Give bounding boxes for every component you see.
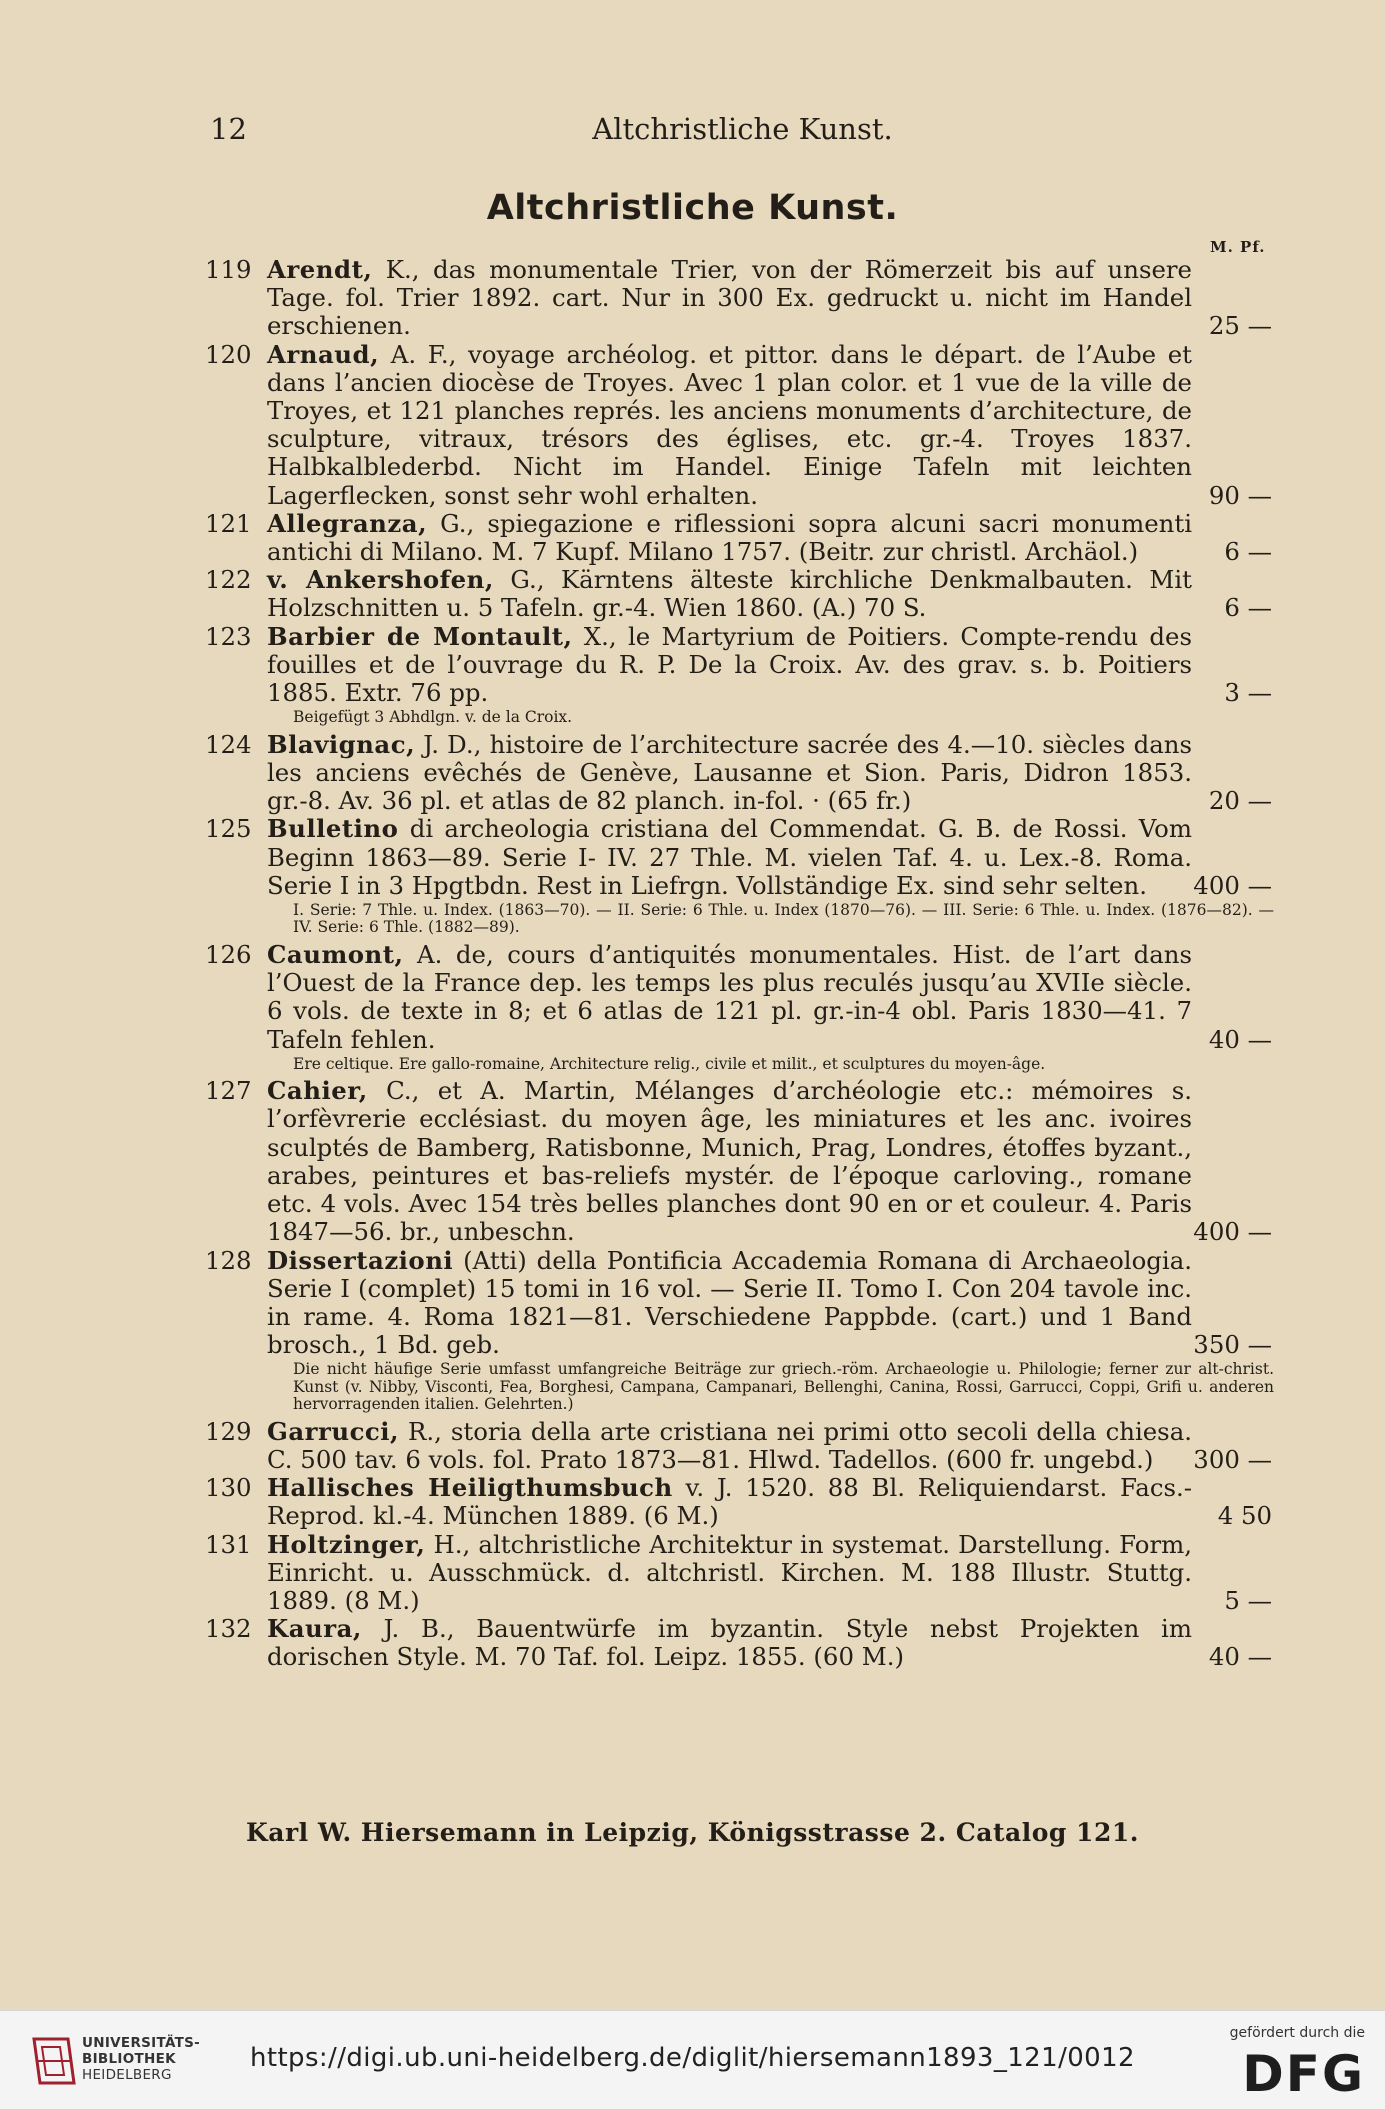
catalog-entry xyxy=(205,1418,1280,1474)
entry-number: 129 xyxy=(205,1416,252,1446)
entry-price: 40 — xyxy=(1208,1642,1272,1672)
entry-author: Cahier, xyxy=(267,1076,368,1106)
entry-price: 4 50 xyxy=(1217,1501,1272,1531)
catalog-entry xyxy=(205,566,1280,622)
page-number: 12 xyxy=(210,112,247,146)
entry-author: Arnaud, xyxy=(267,339,380,369)
entry-number: 131 xyxy=(205,1529,252,1559)
entry-price: 3 — xyxy=(1224,678,1272,708)
funded-by-label: gefördert durch die xyxy=(1229,2025,1365,2041)
entry-price: 350 — xyxy=(1193,1330,1272,1360)
entry-number: 125 xyxy=(205,814,252,844)
entry-note: Beigefügt 3 Abhdlgn. v. de la Croix. xyxy=(293,708,573,727)
entry-number: 128 xyxy=(205,1245,252,1275)
catalog-entry xyxy=(205,1531,1280,1616)
entry-number: 132 xyxy=(205,1614,252,1644)
entry-number: 124 xyxy=(205,729,252,759)
entry-description: X., le Martyrium de Poitiers. Compte-rendu des fouilles et de l’ouvrage du R. P. De la Croix. Av. des grav. s. b. Poitiers 1885. Extr. 76 pp. xyxy=(267,621,1192,708)
entry-price: 6 — xyxy=(1224,593,1272,623)
entry-author: Barbier de Montault, xyxy=(267,621,573,651)
dfg-logo: DFG xyxy=(1242,2045,1365,2103)
entry-price: 6 — xyxy=(1224,537,1272,567)
entry-number: 121 xyxy=(205,508,252,538)
entry-description: di archeologia cristiana del Commendat. G. B. de Rossi. Vom Beginn 1863—89. Serie I- IV. 27 Thle. M. vielen Taf. 4. u. Lex.-8. Roma. Serie I in 3 Hpgtbdn. Rest in Liefrgn. Vollständige Ex. sind sehr selten. xyxy=(267,814,1192,900)
entry-author: Caumont, xyxy=(267,939,404,969)
institution-name: UNIVERSITÄTS- BIBLIOTHEK HEIDELBERG xyxy=(82,2035,201,2083)
catalog-entry xyxy=(205,815,1280,900)
entry-number: 122 xyxy=(205,565,252,595)
catalog-entry xyxy=(205,510,1280,566)
entry-description: v. J. 1520. 88 Bl. Reliquiendarst. Facs.-Reprod. kl.-4. München 1889. (6 M.) xyxy=(267,1473,1193,1531)
entry-price: 400 — xyxy=(1193,870,1272,900)
entry-author: Blavignac, xyxy=(267,729,416,759)
entry-price: 300 — xyxy=(1193,1445,1272,1475)
entry-description: K., das monumentale Trier, von der Römerzeit bis auf unsere Tage. fol. Trier 1892. cart. Nur in 300 Ex. gedruckt u. nicht im Handel erschienen. xyxy=(267,255,1192,341)
entry-number: 119 xyxy=(205,255,252,284)
entry-number: 130 xyxy=(205,1473,252,1503)
entry-author: Bulletino xyxy=(267,814,399,844)
permalink-url[interactable]: https://digi.ub.uni-heidelberg.de/diglit/hiersemann1893_121/0012 xyxy=(249,2043,1135,2073)
catalog-entry xyxy=(205,941,1280,1054)
entry-price: 400 — xyxy=(1193,1217,1272,1247)
catalog-entry xyxy=(205,1077,1280,1246)
catalog-entry xyxy=(205,1615,1280,1671)
running-title: Altchristliche Kunst. xyxy=(592,112,893,146)
catalog-entry xyxy=(205,1247,1280,1360)
entry-price: 20 — xyxy=(1208,786,1272,816)
entry-description: J. D., histoire de l’architecture sacrée des 4.—10. siècles dans les anciens evêchés de Genève, Lausanne et Sion. Paris, Didron 1853. gr.-8. Av. 36 pl. et atlas de 82 planch. in-fol. · (65 fr.) xyxy=(267,729,1192,816)
entry-number: 126 xyxy=(205,939,252,969)
catalog-entry xyxy=(205,341,1280,510)
entry-author: Hallisches Heiligthumsbuch xyxy=(267,1473,673,1503)
entry-author: Holtzinger, xyxy=(267,1529,426,1559)
entry-author: Dissertazioni xyxy=(267,1245,454,1275)
entry-description: J. B., Bauentwürfe im byzantin. Style nebst Projekten im dorischen Style. M. 70 Taf. fol. Leipz. 1855. (60 M.) xyxy=(267,1614,1192,1672)
entry-description: G., spiegazione e riflessioni sopra alcuni sacri monumenti antichi di Milano. M. 7 Kupf. Milano 1757. (Beitr. zur christl. Archäol.) xyxy=(267,508,1192,567)
entry-author: Kaura, xyxy=(267,1614,362,1644)
entry-note: Ere celtique. Ere gallo-romaine, Architecture relig., civile et milit., et sculptures du moyen-âge. xyxy=(293,1054,1046,1073)
entry-author: Allegranza, xyxy=(267,508,428,538)
entry-number: 120 xyxy=(205,339,252,369)
entry-description: R., storia della arte cristiana nei primi otto secoli della chiesa. C. 500 tav. 6 vols. fol. Prato 1873—81. Hlwd. Tadellos. (600 fr. ungebd.) xyxy=(267,1416,1192,1475)
viewer-bar xyxy=(0,2010,1385,2109)
entry-price: 90 — xyxy=(1208,480,1272,510)
entry-description: H., altchristliche Architektur in systemat. Darstellung. Form, Einricht. u. Ausschmück. d. altchristl. Kirchen. M. 188 Illustr. Stuttg. 1889. (8 M.) xyxy=(267,1529,1192,1616)
entry-note: Die nicht häufige Serie umfasst umfangreiche Beiträge zur griech.-röm. Archaeologie u. Philologie; ferner zur alt-christ. Kunst (v. Nibby, Visconti, Fea, Borghesi, Campana, Campanari, Bellenghi, Canina, Rossi, Garrucci, Coppi, Grifi u. anderen hervorragenden italien. Gelehrten.) xyxy=(293,1360,1274,1414)
entry-note: I. Serie: 7 Thle. u. Index. (1863—70). — II. Serie: 6 Thle. u. Index (1870—76). — III. Serie: 6 Thle. u. Index. (1876—82). — IV. Serie: 6 Thle. (1882—89). xyxy=(293,900,1274,937)
section-title: Altchristliche Kunst. xyxy=(486,188,899,228)
catalog-entry xyxy=(205,1474,1280,1530)
entry-author: v. Ankershofen, xyxy=(267,565,494,595)
entry-description: C., et A. Martin, Mélanges d’archéologie etc.: mémoires s. l’orfèvrerie ecclésiast. du moyen âge, les miniatures et les anc. ivoires sculptés de Bamberg, Ratisbonne, Munich, Prag, Londres, étoffes byzant., arabes, peintures et bas-reliefs mystér. de l’époque carloving., romane etc. 4 vols. Avec 154 très belles planches dont 90 en or et couleur. 4. Paris 1847—56. br., unbeschn. xyxy=(267,1076,1192,1247)
catalog-entry xyxy=(205,731,1280,816)
catalog-entry xyxy=(205,256,1280,341)
price-column-header: M. Pf. xyxy=(1210,238,1266,256)
entry-description: A. de, cours d’antiquités monumentales. Hist. de l’art dans l’Ouest de la France dep. les temps les plus reculés jusqu’au XVIIe siècle. 6 vols. de texte in 8; et 6 atlas de 121 pl. gr.-in-4 obl. Paris 1830—41. 7 Tafeln fehlen. xyxy=(267,939,1192,1054)
catalog-entry xyxy=(205,623,1280,708)
running-head xyxy=(210,112,1275,152)
entry-description: (Atti) della Pontificia Accademia Romana di Archaeologia. Serie I (complet) 15 tomi in 16 vol. — Serie II. Tomo I. Con 204 tavole inc. in rame. 4. Roma 1821—81. Verschiedene Pappbde. (cart.) und 1 Band brosch., 1 Bd. geb. xyxy=(267,1245,1192,1360)
entry-author: Arendt, xyxy=(267,255,373,284)
entry-description: G., Kärntens älteste kirchliche Denkmalbauten. Mit Holzschnitten u. 5 Tafeln. gr.-4. Wien 1860. (A.) 70 S. xyxy=(267,565,1192,623)
entry-number: 127 xyxy=(205,1076,252,1106)
entry-author: Garrucci, xyxy=(267,1416,400,1446)
entry-description: A. F., voyage archéolog. et pittor. dans le départ. de l’Aube et dans l’ancien diocèse de Troyes. Avec 1 plan color. et 1 vue de la ville de Troyes, et 121 planches représ. les anciens monuments d’architecture, de sculpture, vitraux, trésors des églises, etc. gr.-4. Troyes 1837. Halbkalblederbd. Nicht im Handel. Einige Tafeln mit leichten Lagerflecken, sonst sehr wohl erhalten. xyxy=(267,339,1192,510)
entry-price: 5 — xyxy=(1224,1586,1272,1616)
entry-number: 123 xyxy=(205,621,252,651)
publisher-footer: Karl W. Hiersemann in Leipzig, Königsstrasse 2. Catalog 121. xyxy=(246,1818,1139,1847)
entry-price: 25 — xyxy=(1208,311,1272,341)
entry-price: 40 — xyxy=(1208,1024,1272,1054)
catalog-entries xyxy=(205,256,1280,1672)
